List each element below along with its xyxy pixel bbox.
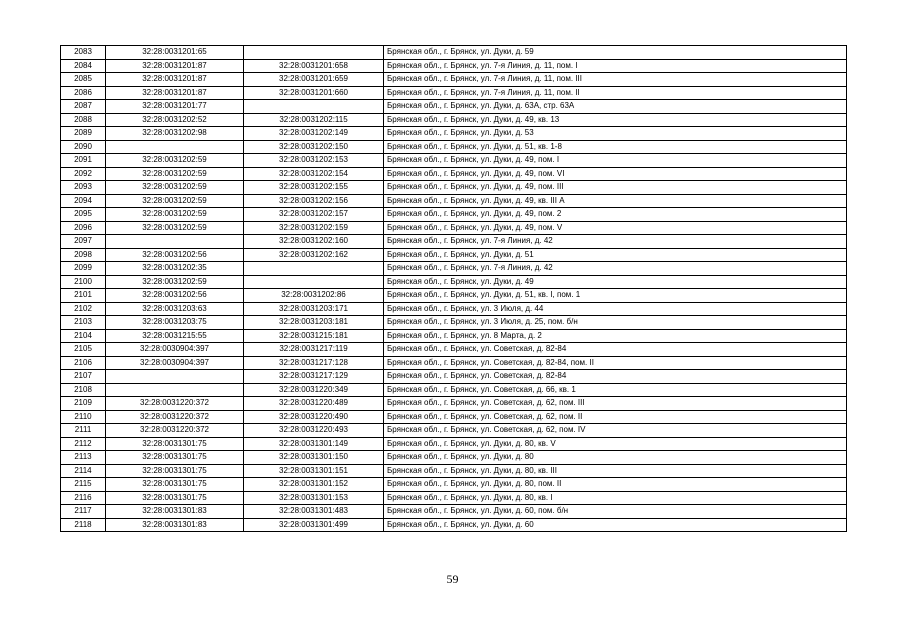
- table-row: [61, 410, 847, 424]
- table-row: [61, 262, 847, 276]
- table-row: [61, 383, 847, 397]
- land-cadastral-number-cell: 32:28:0031301:75: [106, 437, 244, 451]
- address-cell: Брянская обл., г. Брянск, ул. Дуки, д. 80, кв. V: [384, 437, 847, 451]
- object-cadastral-number-cell: 32:28:0031301:499: [244, 518, 384, 532]
- row-number-cell: 2111: [61, 424, 106, 438]
- table-row: [61, 167, 847, 181]
- row-number-cell: 2110: [61, 410, 106, 424]
- row-number-cell: 2114: [61, 464, 106, 478]
- table-row: [61, 154, 847, 168]
- table-row: [61, 248, 847, 262]
- address-cell: Брянская обл., г. Брянск, ул. Дуки, д. 49, пом. I: [384, 154, 847, 168]
- object-cadastral-number-cell: 32:28:0031215:181: [244, 329, 384, 343]
- row-number-cell: 2107: [61, 370, 106, 384]
- table-row: [61, 127, 847, 141]
- address-cell: Брянская обл., г. Брянск, ул. Дуки, д. 49, кв. 13: [384, 113, 847, 127]
- land-cadastral-number-cell: 32:28:0031202:52: [106, 113, 244, 127]
- object-cadastral-number-cell: 32:28:0031202:155: [244, 181, 384, 195]
- row-number-cell: 2105: [61, 343, 106, 357]
- table-row: [61, 208, 847, 222]
- land-cadastral-number-cell: 32:28:0031201:77: [106, 100, 244, 114]
- address-cell: Брянская обл., г. Брянск, ул. Дуки, д. 60: [384, 518, 847, 532]
- address-cell: Брянская обл., г. Брянск, ул. Дуки, д. 53: [384, 127, 847, 141]
- address-cell: Брянская обл., г. Брянск, ул. Советская, д. 82-84, пом. II: [384, 356, 847, 370]
- table-row: [61, 370, 847, 384]
- table-row: [61, 478, 847, 492]
- row-number-cell: 2100: [61, 275, 106, 289]
- table-row: [61, 329, 847, 343]
- row-number-cell: 2094: [61, 194, 106, 208]
- land-cadastral-number-cell: 32:28:0030904:397: [106, 356, 244, 370]
- object-cadastral-number-cell: 32:28:0031202:162: [244, 248, 384, 262]
- table-row: [61, 86, 847, 100]
- object-cadastral-number-cell: 32:28:0031202:115: [244, 113, 384, 127]
- land-cadastral-number-cell: [106, 383, 244, 397]
- object-cadastral-number-cell: 32:28:0031202:157: [244, 208, 384, 222]
- table-row: [61, 424, 847, 438]
- land-cadastral-number-cell: 32:28:0031215:55: [106, 329, 244, 343]
- address-cell: Брянская обл., г. Брянск, ул. 8 Марта, д. 2: [384, 329, 847, 343]
- land-cadastral-number-cell: 32:28:0031203:75: [106, 316, 244, 330]
- object-cadastral-number-cell: 32:28:0031202:156: [244, 194, 384, 208]
- object-cadastral-number-cell: 32:28:0031301:152: [244, 478, 384, 492]
- object-cadastral-number-cell: 32:28:0031217:119: [244, 343, 384, 357]
- table-row: [61, 46, 847, 60]
- table-row: [61, 397, 847, 411]
- row-number-cell: 2106: [61, 356, 106, 370]
- table-row: [61, 437, 847, 451]
- land-cadastral-number-cell: 32:28:0031201:87: [106, 86, 244, 100]
- address-cell: Брянская обл., г. Брянск, ул. Советская, д. 62, пом. II: [384, 410, 847, 424]
- address-cell: Брянская обл., г. Брянск, ул. Советская, д. 62, пом. IV: [384, 424, 847, 438]
- land-cadastral-number-cell: 32:28:0031202:59: [106, 208, 244, 222]
- table-row: [61, 356, 847, 370]
- object-cadastral-number-cell: 32:28:0031301:483: [244, 505, 384, 519]
- land-cadastral-number-cell: 32:28:0031202:59: [106, 221, 244, 235]
- address-cell: Брянская обл., г. Брянск, ул. Дуки, д. 49, пом. V: [384, 221, 847, 235]
- address-cell: Брянская обл., г. Брянск, ул. Дуки, д. 49, пом. III: [384, 181, 847, 195]
- row-number-cell: 2084: [61, 59, 106, 73]
- land-cadastral-number-cell: 32:28:0031202:98: [106, 127, 244, 141]
- row-number-cell: 2118: [61, 518, 106, 532]
- table-row: [61, 518, 847, 532]
- address-cell: Брянская обл., г. Брянск, ул. Дуки, д. 51, кв. I, пом. 1: [384, 289, 847, 303]
- row-number-cell: 2083: [61, 46, 106, 60]
- land-cadastral-number-cell: 32:28:0031201:87: [106, 59, 244, 73]
- address-cell: Брянская обл., г. Брянск, ул. 3 Июля, д. 44: [384, 302, 847, 316]
- address-cell: Брянская обл., г. Брянск, ул. 3 Июля, д. 25, пом. б/н: [384, 316, 847, 330]
- row-number-cell: 2115: [61, 478, 106, 492]
- table-row: [61, 464, 847, 478]
- table-row: [61, 113, 847, 127]
- table-row: [61, 275, 847, 289]
- land-cadastral-number-cell: 32:28:0031202:59: [106, 194, 244, 208]
- object-cadastral-number-cell: 32:28:0031203:181: [244, 316, 384, 330]
- table-row: [61, 235, 847, 249]
- registry-table-body: [61, 46, 847, 532]
- land-cadastral-number-cell: 32:28:0031301:75: [106, 464, 244, 478]
- address-cell: Брянская обл., г. Брянск, ул. Дуки, д. 49: [384, 275, 847, 289]
- land-cadastral-number-cell: 32:28:0031201:65: [106, 46, 244, 60]
- object-cadastral-number-cell: 32:28:0031301:151: [244, 464, 384, 478]
- object-cadastral-number-cell: 32:28:0031301:153: [244, 491, 384, 505]
- object-cadastral-number-cell: 32:28:0031201:658: [244, 59, 384, 73]
- registry-table: [60, 45, 847, 532]
- row-number-cell: 2097: [61, 235, 106, 249]
- address-cell: Брянская обл., г. Брянск, ул. Дуки, д. 80, кв. III: [384, 464, 847, 478]
- object-cadastral-number-cell: 32:28:0031301:149: [244, 437, 384, 451]
- land-cadastral-number-cell: 32:28:0031301:75: [106, 478, 244, 492]
- land-cadastral-number-cell: 32:28:0031301:83: [106, 518, 244, 532]
- land-cadastral-number-cell: 32:28:0031202:59: [106, 275, 244, 289]
- object-cadastral-number-cell: 32:28:0031202:150: [244, 140, 384, 154]
- table-row: [61, 316, 847, 330]
- land-cadastral-number-cell: 32:28:0031202:59: [106, 154, 244, 168]
- row-number-cell: 2102: [61, 302, 106, 316]
- object-cadastral-number-cell: 32:28:0031301:150: [244, 451, 384, 465]
- row-number-cell: 2089: [61, 127, 106, 141]
- address-cell: Брянская обл., г. Брянск, ул. Дуки, д. 60, пом. б/н: [384, 505, 847, 519]
- address-cell: Брянская обл., г. Брянск, ул. Дуки, д. 51, кв. 1-8: [384, 140, 847, 154]
- object-cadastral-number-cell: 32:28:0031220:493: [244, 424, 384, 438]
- row-number-cell: 2087: [61, 100, 106, 114]
- row-number-cell: 2116: [61, 491, 106, 505]
- object-cadastral-number-cell: 32:28:0031202:159: [244, 221, 384, 235]
- row-number-cell: 2086: [61, 86, 106, 100]
- land-cadastral-number-cell: 32:28:0031202:59: [106, 181, 244, 195]
- page-number: 59: [446, 572, 459, 586]
- object-cadastral-number-cell: 32:28:0031220:349: [244, 383, 384, 397]
- land-cadastral-number-cell: [106, 235, 244, 249]
- row-number-cell: 2092: [61, 167, 106, 181]
- table-row: [61, 491, 847, 505]
- object-cadastral-number-cell: [244, 262, 384, 276]
- land-cadastral-number-cell: 32:28:0031202:59: [106, 167, 244, 181]
- object-cadastral-number-cell: 32:28:0031220:489: [244, 397, 384, 411]
- land-cadastral-number-cell: 32:28:0031220:372: [106, 397, 244, 411]
- object-cadastral-number-cell: [244, 46, 384, 60]
- row-number-cell: 2103: [61, 316, 106, 330]
- address-cell: Брянская обл., г. Брянск, ул. Советская, д. 82-84: [384, 370, 847, 384]
- object-cadastral-number-cell: 32:28:0031217:129: [244, 370, 384, 384]
- land-cadastral-number-cell: 32:28:0030904:397: [106, 343, 244, 357]
- address-cell: Брянская обл., г. Брянск, ул. Дуки, д. 49, пом. VI: [384, 167, 847, 181]
- row-number-cell: 2098: [61, 248, 106, 262]
- row-number-cell: 2112: [61, 437, 106, 451]
- land-cadastral-number-cell: 32:28:0031202:35: [106, 262, 244, 276]
- table-row: [61, 505, 847, 519]
- object-cadastral-number-cell: 32:28:0031203:171: [244, 302, 384, 316]
- object-cadastral-number-cell: 32:28:0031202:86: [244, 289, 384, 303]
- table-row: [61, 194, 847, 208]
- table-row: [61, 73, 847, 87]
- address-cell: Брянская обл., г. Брянск, ул. Дуки, д. 59: [384, 46, 847, 60]
- row-number-cell: 2101: [61, 289, 106, 303]
- land-cadastral-number-cell: 32:28:0031301:83: [106, 505, 244, 519]
- row-number-cell: 2085: [61, 73, 106, 87]
- row-number-cell: 2088: [61, 113, 106, 127]
- land-cadastral-number-cell: 32:28:0031201:87: [106, 73, 244, 87]
- land-cadastral-number-cell: 32:28:0031301:75: [106, 491, 244, 505]
- object-cadastral-number-cell: 32:28:0031217:128: [244, 356, 384, 370]
- row-number-cell: 2096: [61, 221, 106, 235]
- land-cadastral-number-cell: 32:28:0031203:63: [106, 302, 244, 316]
- land-cadastral-number-cell: 32:28:0031202:56: [106, 289, 244, 303]
- address-cell: Брянская обл., г. Брянск, ул. 7-я Линия, д. 42: [384, 262, 847, 276]
- row-number-cell: 2090: [61, 140, 106, 154]
- object-cadastral-number-cell: [244, 275, 384, 289]
- table-row: [61, 343, 847, 357]
- table-row: [61, 59, 847, 73]
- object-cadastral-number-cell: 32:28:0031201:660: [244, 86, 384, 100]
- address-cell: Брянская обл., г. Брянск, ул. Советская, д. 66, кв. 1: [384, 383, 847, 397]
- address-cell: Брянская обл., г. Брянск, ул. Дуки, д. 63А, стр. 63А: [384, 100, 847, 114]
- row-number-cell: 2099: [61, 262, 106, 276]
- row-number-cell: 2091: [61, 154, 106, 168]
- address-cell: Брянская обл., г. Брянск, ул. 7-я Линия, д. 42: [384, 235, 847, 249]
- object-cadastral-number-cell: 32:28:0031202:153: [244, 154, 384, 168]
- object-cadastral-number-cell: 32:28:0031201:659: [244, 73, 384, 87]
- address-cell: Брянская обл., г. Брянск, ул. Дуки, д. 49, кв. III А: [384, 194, 847, 208]
- address-cell: Брянская обл., г. Брянск, ул. Дуки, д. 51: [384, 248, 847, 262]
- table-row: [61, 451, 847, 465]
- table-row: [61, 221, 847, 235]
- object-cadastral-number-cell: 32:28:0031202:160: [244, 235, 384, 249]
- table-row: [61, 100, 847, 114]
- object-cadastral-number-cell: [244, 100, 384, 114]
- address-cell: Брянская обл., г. Брянск, ул. Советская, д. 62, пом. III: [384, 397, 847, 411]
- land-cadastral-number-cell: 32:28:0031220:372: [106, 424, 244, 438]
- row-number-cell: 2093: [61, 181, 106, 195]
- land-cadastral-number-cell: 32:28:0031301:75: [106, 451, 244, 465]
- land-cadastral-number-cell: 32:28:0031220:372: [106, 410, 244, 424]
- table-row: [61, 181, 847, 195]
- object-cadastral-number-cell: 32:28:0031220:490: [244, 410, 384, 424]
- object-cadastral-number-cell: 32:28:0031202:154: [244, 167, 384, 181]
- row-number-cell: 2108: [61, 383, 106, 397]
- row-number-cell: 2109: [61, 397, 106, 411]
- address-cell: Брянская обл., г. Брянск, ул. Дуки, д. 80, кв. I: [384, 491, 847, 505]
- row-number-cell: 2095: [61, 208, 106, 222]
- row-number-cell: 2113: [61, 451, 106, 465]
- object-cadastral-number-cell: 32:28:0031202:149: [244, 127, 384, 141]
- land-cadastral-number-cell: [106, 370, 244, 384]
- address-cell: Брянская обл., г. Брянск, ул. Дуки, д. 80, пом. II: [384, 478, 847, 492]
- land-cadastral-number-cell: [106, 140, 244, 154]
- row-number-cell: 2117: [61, 505, 106, 519]
- address-cell: Брянская обл., г. Брянск, ул. 7-я Линия, д. 11, пом. II: [384, 86, 847, 100]
- table-row: [61, 140, 847, 154]
- table-row: [61, 289, 847, 303]
- address-cell: Брянская обл., г. Брянск, ул. Дуки, д. 80: [384, 451, 847, 465]
- address-cell: Брянская обл., г. Брянск, ул. 7-я Линия, д. 11, пом. I: [384, 59, 847, 73]
- row-number-cell: 2104: [61, 329, 106, 343]
- land-cadastral-number-cell: 32:28:0031202:56: [106, 248, 244, 262]
- table-row: [61, 302, 847, 316]
- address-cell: Брянская обл., г. Брянск, ул. Дуки, д. 49, пом. 2: [384, 208, 847, 222]
- address-cell: Брянская обл., г. Брянск, ул. Советская, д. 82-84: [384, 343, 847, 357]
- address-cell: Брянская обл., г. Брянск, ул. 7-я Линия, д. 11, пом. III: [384, 73, 847, 87]
